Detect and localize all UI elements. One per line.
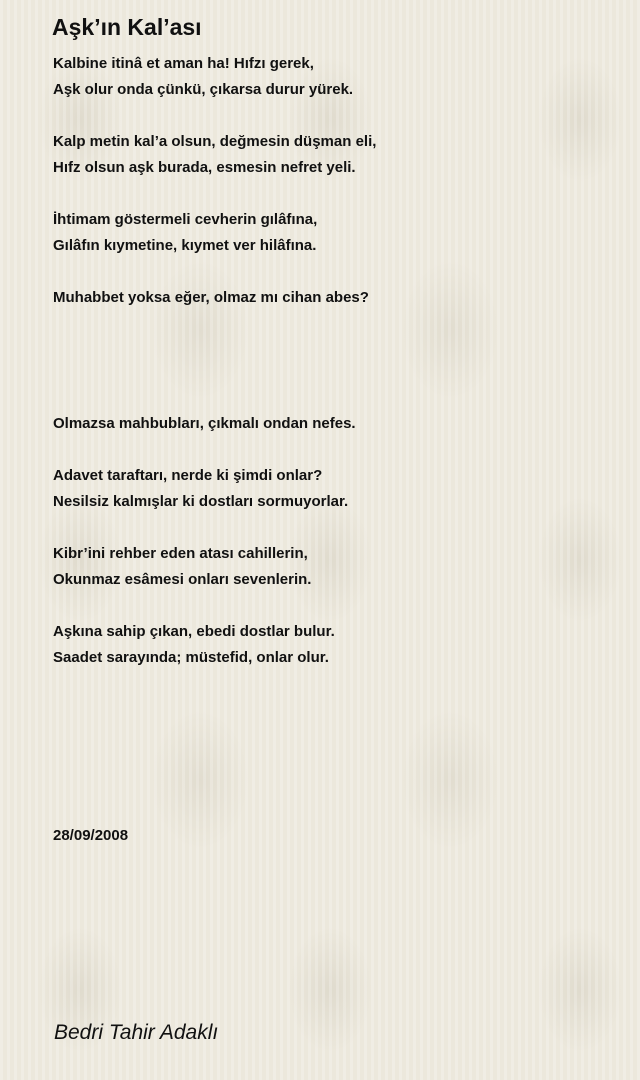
poem-line: Aşkına sahip çıkan, ebedi dostlar bulur. [53, 623, 335, 640]
poem-line: Saadet sarayında; müstefid, onlar olur. [53, 649, 329, 666]
poem-title: Aşk’ın Kal’ası [52, 14, 202, 40]
poem-line: Hıfz olsun aşk burada, esmesin nefret yeli. [53, 159, 356, 176]
poem-line: Okunmaz esâmesi onları sevenlerin. [53, 571, 312, 588]
poem-line: İhtimam göstermeli cevherin gılâfına, [53, 211, 318, 228]
poem-date: 28/09/2008 [53, 827, 129, 844]
poem-line: Kibr’ini rehber eden atası cahillerin, [53, 545, 308, 562]
poem-line: Gılâfın kıymetine, kıymet ver hilâfına. [53, 237, 317, 254]
poem-line: Adavet taraftarı, nerde ki şimdi onlar? [53, 467, 323, 484]
poem-line: Kalp metin kal’a olsun, değmesin düşman eli, [53, 133, 377, 150]
poem-line: Muhabbet yoksa eğer, olmaz mı cihan abes? [53, 289, 369, 306]
author-signature: Bedri Tahir Adaklı [54, 1021, 219, 1044]
poem-line: Olmazsa mahbubları, çıkmalı ondan nefes. [53, 415, 356, 432]
poem-line: Nesilsiz kalmışlar ki dostları sormuyorlar. [53, 493, 349, 510]
poem-line: Kalbine itinâ et aman ha! Hıfzı gerek, [53, 55, 314, 72]
poem-line: Aşk olur onda çünkü, çıkarsa durur yürek. [53, 81, 354, 98]
